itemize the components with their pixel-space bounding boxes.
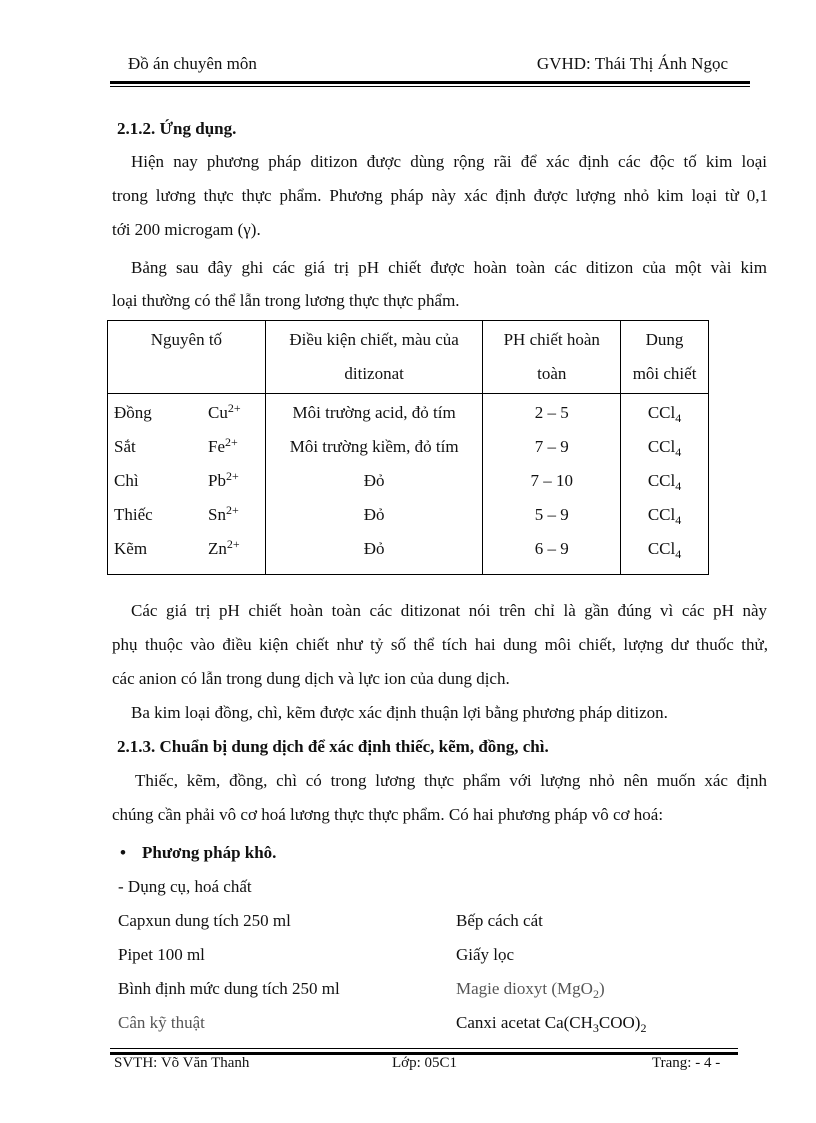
equipment-right: Magie dioxyt (MgO$_2$): [456, 979, 605, 1001]
equipment-right: Giấy lọc: [456, 945, 515, 964]
footer-author: SVTH: Võ Văn Thanh: [114, 1055, 250, 1071]
table-header-row: [108, 321, 709, 394]
paragraph-line: Thiếc, kẽm, đồng, chì có trong lương thực phẩm với lượng nhỏ nên muốn xác định: [135, 771, 767, 790]
paragraph-line: chúng cần phải vô cơ hoá lương thực thực phẩm. Có hai phương pháp vô cơ hoá:: [112, 805, 664, 824]
paragraph-line: trong lương thực thực phẩm. Phương pháp này xác định được lượng nhỏ kim loại từ 0,1: [112, 186, 768, 205]
paragraph-line: Bảng sau đây ghi các giá trị pH chiết được hoàn toàn các ditizon của một vài kim: [131, 258, 767, 277]
table-row: Chì $Pb^{2+}$: [114, 469, 239, 490]
paragraph-line: Ba kim loại đồng, chì, kẽm được xác định thuận lợi bằng phương pháp ditizon.: [131, 703, 668, 722]
bullet-dot-icon: •: [120, 843, 126, 862]
equipment-left: Bình định mức dung tích 250 ml: [118, 979, 340, 998]
paragraph-line: Hiện nay phương pháp ditizon được dùng rộng rãi để xác định các độc tố kim loại: [131, 152, 767, 171]
table-row: Đồng $Cu^{2+}$: [114, 401, 241, 422]
table-header-condition: Điều kiện chiết, màu của ditizonat: [265, 321, 483, 394]
table-body-row: [108, 394, 709, 575]
sub-item: - Dụng cụ, hoá chất: [118, 877, 252, 896]
table-row: Kẽm $Zn^{2+}$: [114, 537, 240, 558]
table-header-solvent: Dung môi chiết: [621, 321, 709, 394]
equipment-left: Capxun dung tích 250 ml: [118, 911, 291, 930]
paragraph-line: phụ thuộc vào điều kiện chiết như tỷ số thể tích hai dung môi chiết, lượng dư thuốc thử,: [112, 635, 768, 654]
equipment-left: Pipet 100 ml: [118, 945, 205, 964]
paragraph-line: Các giá trị pH chiết hoàn toàn các ditizonat nói trên chỉ là gần đúng vì các pH này: [131, 601, 767, 620]
equipment-right: Bếp cách cát: [456, 911, 543, 930]
section-heading-213: 2.1.3. Chuẩn bị dung dịch để xác định thiếc, kẽm, đồng, chì.: [117, 737, 549, 756]
ph-extraction-table: [107, 320, 709, 575]
paragraph-line: tới 200 microgam (γ).: [112, 220, 261, 239]
footer-class: Lớp: 05C1: [392, 1055, 458, 1071]
header-right: GVHD: Thái Thị Ánh Ngọc: [536, 54, 728, 73]
table-row: Thiếc $Sn^{2+}$: [114, 503, 239, 524]
equipment-right: Canxi acetat $Ca(CH_3COO)_2$: [456, 1013, 647, 1035]
header-left: Đồ án chuyên môn: [128, 54, 257, 73]
table-col-element: [108, 394, 266, 575]
header-rule-thin: [110, 86, 750, 87]
footer-page-number: Trang: - 4 -: [652, 1055, 721, 1071]
table-col-ph: 2 – 5 7 – 9 7 – 10 5 – 9 6 – 9: [483, 394, 621, 575]
table-col-condition: Môi trường acid, đỏ tím Môi trường kiềm, đỏ tím Đỏ Đỏ Đỏ: [265, 394, 483, 575]
paragraph-line: loại thường có thể lẫn trong lương thực thực phẩm.: [112, 291, 460, 310]
paragraph-line: các anion có lẫn trong dung dịch và lực ion của dung dịch.: [112, 669, 510, 688]
section-heading-212: 2.1.2. Ứng dụng.: [117, 119, 237, 138]
bullet-item: • Phương pháp khô.: [120, 836, 776, 870]
table-row: Sắt $Fe^{2+}$: [114, 435, 238, 456]
table-header-ph: PH chiết hoàn toàn: [483, 321, 621, 394]
equipment-left: Cân kỹ thuật: [118, 1013, 205, 1032]
table-col-solvent: CCl$_4$ CCl$_4$ CCl$_4$ CCl$_4$ CCl$_4$: [621, 394, 709, 575]
table-header-element: Nguyên tố: [108, 321, 266, 394]
header-rule-thick: [110, 81, 750, 84]
footer-rule-thin: [110, 1048, 738, 1049]
